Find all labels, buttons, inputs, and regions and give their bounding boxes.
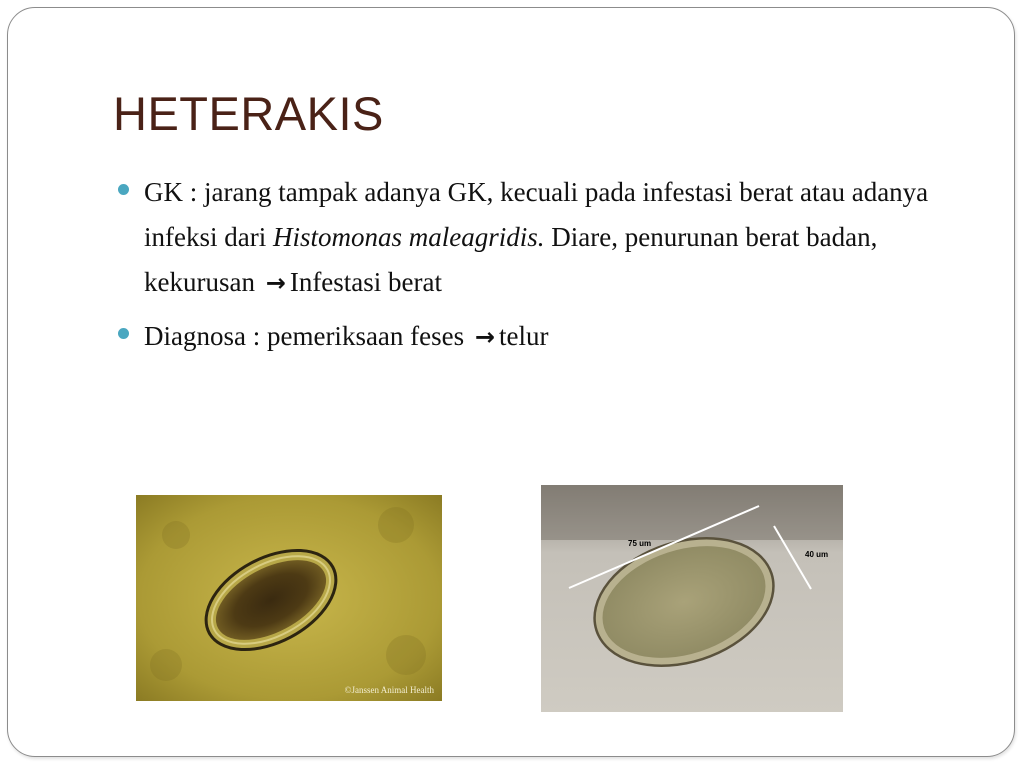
arrow-right-icon: → [474, 323, 495, 351]
bullet-text-tail: Infestasi berat [289, 267, 443, 297]
arrow-right-icon: → [265, 269, 286, 297]
egg-illustration-left [136, 495, 442, 701]
width-measure-label: 40 um [805, 550, 829, 559]
egg-illustration-right [541, 485, 843, 712]
bullet-text-tail: telur [499, 321, 549, 351]
bullet-text-lead: Diagnosa : pemeriksaan feses [144, 321, 465, 351]
bullet-text-lead: GK : jarang tampak adanya GK, kecuali pada infestasi berat atau adanya infeksi dari [144, 177, 929, 252]
bullet-dot-icon [118, 184, 129, 195]
bullet-dot-icon [118, 328, 129, 339]
image-watermark: ©Janssen Animal Health [344, 685, 434, 695]
bullet-list [116, 170, 936, 368]
slide-title: HETERAKIS [113, 87, 384, 140]
length-measure-label: 75 um [628, 539, 652, 548]
egg-micrograph-right [541, 485, 843, 712]
bullet-text-species: Histomonas maleagridis. [272, 222, 545, 252]
egg-micrograph-left [136, 495, 442, 701]
bullet-text-mid: Diare, penurunan berat badan, kekurusan [144, 222, 878, 297]
bullet-item-gk [116, 170, 936, 306]
bullet-item-diagnosa [116, 314, 936, 360]
